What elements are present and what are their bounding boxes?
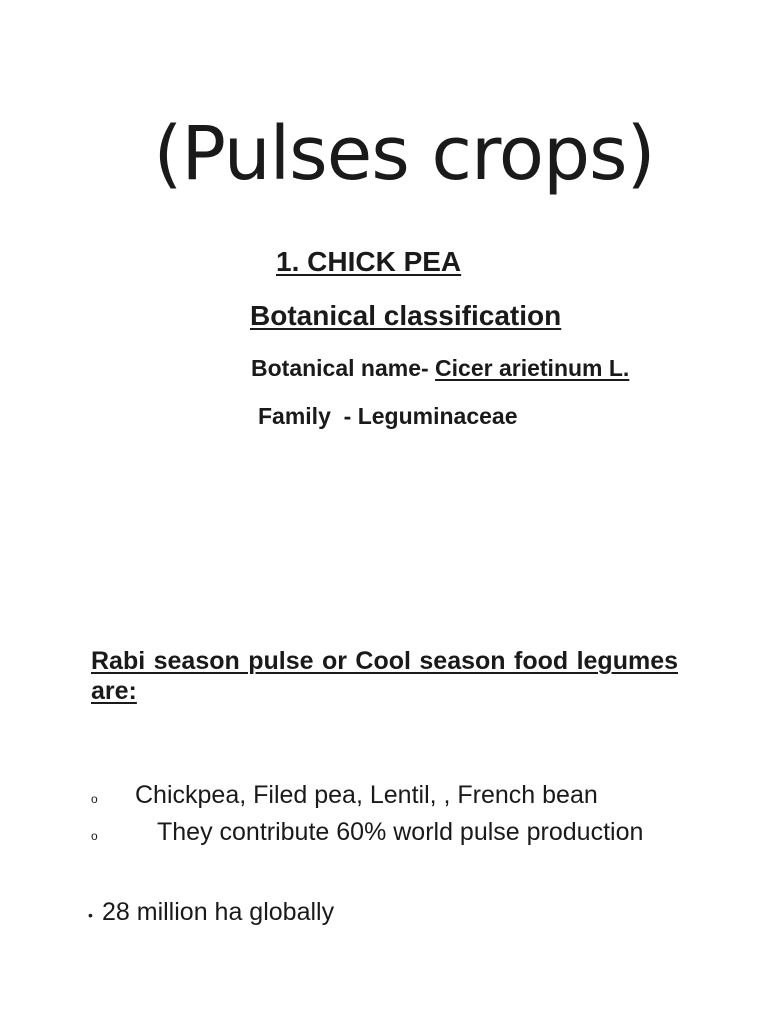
legume-list xyxy=(91,779,678,853)
dot-bullet-icon: • xyxy=(88,907,93,923)
family-line: Family - Leguminaceae xyxy=(258,403,518,429)
circle-bullet-icon: o xyxy=(91,829,98,843)
list-item xyxy=(91,816,678,853)
botanical-name-value: Cicer arietinum L. xyxy=(435,355,630,381)
list-item xyxy=(91,779,678,816)
botanical-name-label: Botanical name- xyxy=(251,355,436,381)
bullet-text: 28 million ha globally xyxy=(102,898,335,926)
list-item-text: Chickpea, Filed pea, Lentil, , French bean xyxy=(135,781,598,809)
bullet-line xyxy=(88,896,334,931)
section-heading: 1. CHICK PEA xyxy=(276,246,462,277)
subheading-botanical-classification: Botanical classification xyxy=(250,300,562,331)
list-item-text: They contribute 60% world pulse production xyxy=(157,818,644,846)
circle-bullet-icon: o xyxy=(91,792,98,806)
rabi-season-heading: Rabi season pulse or Cool season food legumes are: xyxy=(91,647,678,705)
page-title: (Pulses crops) xyxy=(153,111,655,197)
botanical-name-line xyxy=(251,354,629,382)
